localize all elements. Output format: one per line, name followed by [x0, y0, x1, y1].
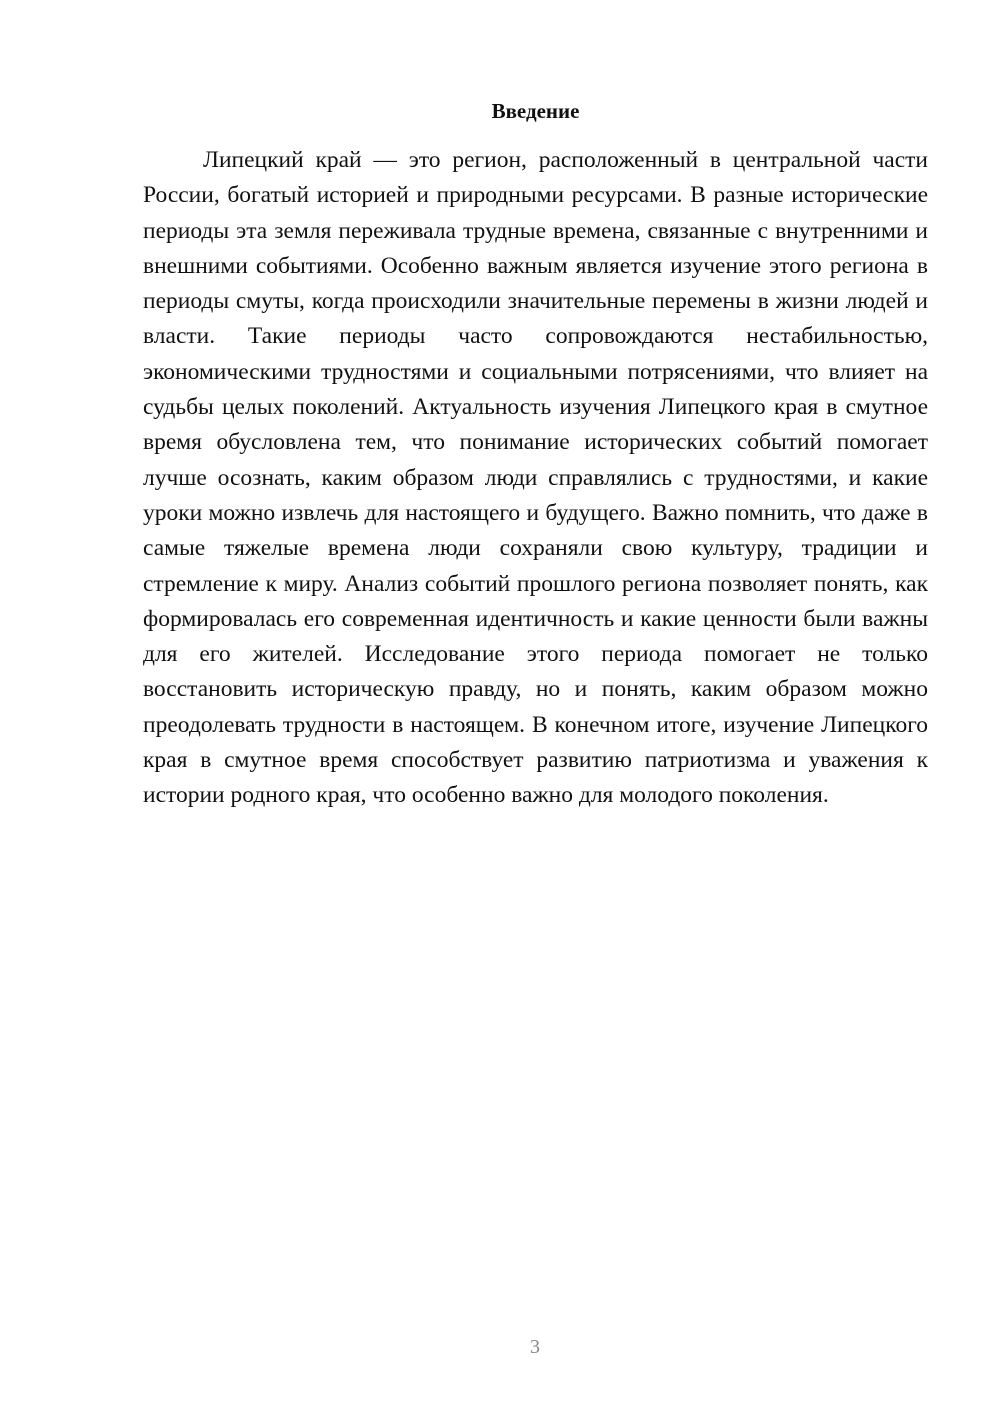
section-heading: Введение [491, 99, 580, 123]
page-number: 3 [530, 1336, 540, 1358]
body-paragraph: Липецкий край — это регион, расположенный в центральной части России, богатый историей и природными ресурсами. В разные исторические периоды эта земля переживала трудные времена, связанные с внутренними и внешними событиями. Особенно важным является изучение этого региона в периоды смуты, когда происходили значительные перемены в жизни людей и власти. Такие периоды часто сопровождаются нестабильностью, экономическими трудностями и социальными потрясениями, что влияет на судьбы целых поколений. Актуальность изучения Липецкого края в смутное время обусловлена тем, что понимание исторических событий помогает лучше осознать, каким образом люди справлялись с трудностями, и какие уроки можно извлечь для настоящего и будущего. Важно помнить, что даже в самые тяжелые времена люди сохраняли свою культуру, традиции и стремление к миру. Анализ событий прошлого региона позволяет понять, как формировалась его современная идентичность и какие ценности были важны для его жителей. Исследование этого периода помогает не только восстановить историческую правду, но и понять, каким образом можно преодолевать трудности в настоящем. В конечном итоге, изучение Липецкого края в смутное время способствует развитию патриотизма и уважения к истории родного края, что особенно важно для молодого поколения. [143, 147, 928, 809]
